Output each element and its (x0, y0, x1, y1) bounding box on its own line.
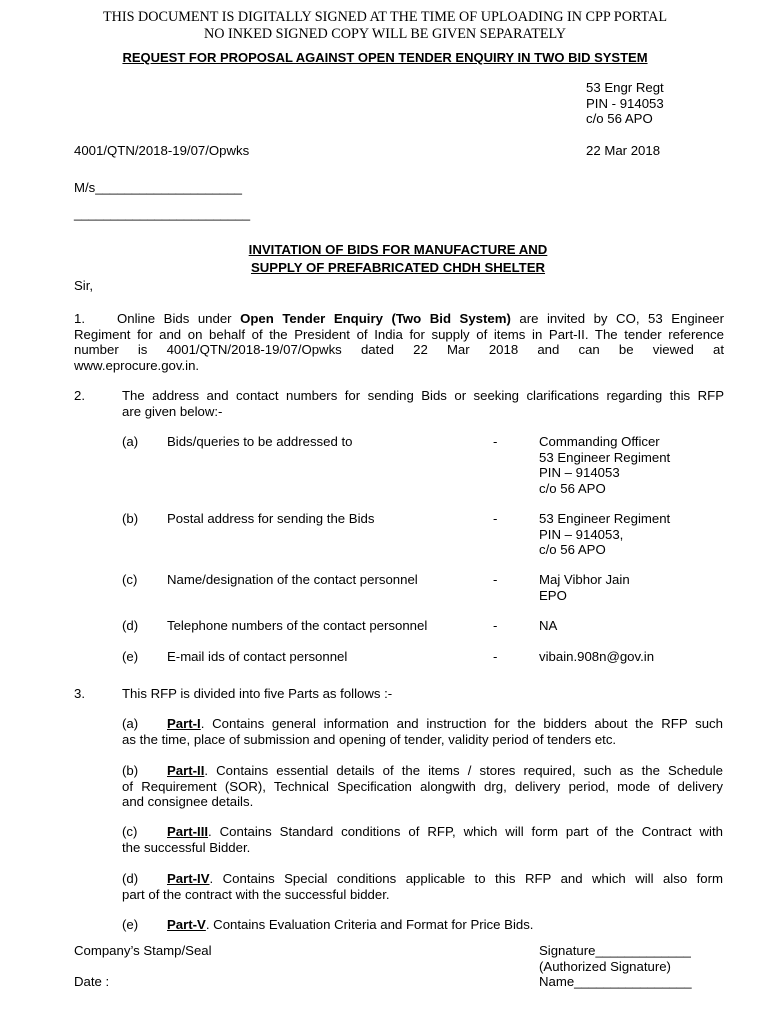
contact-value-line: PIN – 914053 (539, 465, 620, 480)
rfp-part-continuation: part of the contract with the successful bidder. (122, 886, 390, 902)
document-title: REQUEST FOR PROPOSAL AGAINST OPEN TENDER ENQUIRY IN TWO BID SYSTEM (122, 50, 648, 65)
rfp-part-item (122, 716, 723, 747)
contact-row-label: (d) (122, 618, 139, 633)
contact-row-description: Name/designation of the contact personnel (167, 572, 418, 587)
authorized-signature-label: (Authorized Signature) (539, 958, 671, 974)
salutation: Sir, (74, 278, 94, 293)
contact-value-line: 53 Engineer Regiment (539, 449, 671, 465)
contact-row-value (539, 434, 670, 496)
contact-row-description: E-mail ids of contact personnel (167, 649, 348, 664)
contact-value-line: Commanding Officer (539, 434, 660, 449)
contact-row-value (539, 572, 630, 603)
contact-row-label: (c) (122, 572, 138, 587)
contact-value-line: Maj Vibhor Jain (539, 572, 630, 587)
contact-row-value (539, 511, 670, 558)
contact-value-line: NA (539, 618, 558, 633)
contact-row-description: Postal address for sending the Bids (167, 511, 375, 526)
rfp-part-item (122, 871, 723, 902)
rfp-part-text: . Contains essential details of the items / stores required, such as the Schedule (204, 763, 723, 778)
paragraph-1-text-cont: are invited by CO, 53 Engineer (510, 311, 725, 326)
rfp-part-label: (b) (122, 763, 139, 778)
paragraph-3-intro: This RFP is divided into five Parts as follows :- (122, 686, 393, 701)
date-label: Date : (74, 974, 110, 989)
rfp-part-name: Part-III (167, 824, 209, 839)
paragraph-2-intro (122, 388, 724, 419)
signature-block (539, 943, 692, 990)
rfp-part-first-line (122, 871, 723, 887)
signature-line: Signature_____________ (539, 943, 691, 958)
rfp-part-name: Part-I (167, 716, 201, 731)
addressee-line-2: ________________________ (74, 206, 251, 221)
name-line: Name________________ (539, 974, 692, 989)
contact-row-dash: - (493, 572, 498, 587)
contact-row-dash: - (493, 511, 498, 526)
paragraph-2-line-2: are given below:- (122, 403, 223, 419)
rfp-part-text: . Contains Standard conditions of RFP, which will form part of the Contract with (208, 824, 723, 839)
contact-row-value (539, 649, 654, 665)
rfp-part-label: (c) (122, 824, 138, 839)
contact-row-dash: - (493, 434, 498, 449)
paragraph-1-number: 1. (74, 311, 85, 326)
rfp-part-name: Part-IV (167, 871, 210, 886)
paragraph-1-line-2: Regiment for and on behalf of the President of India for supply of items in Part-II. The tender reference (74, 326, 724, 342)
contact-value-line: c/o 56 APO (539, 480, 606, 496)
rfp-part-continuation: and consignee details. (122, 794, 254, 809)
contact-row-label: (a) (122, 434, 139, 449)
rfp-part-name: Part-II (167, 763, 205, 778)
rfp-part-label: (e) (122, 917, 139, 932)
tender-type-bold: Open Tender Enquiry (Two Bid System) (240, 311, 511, 326)
contact-value-line: 53 Engineer Regiment (539, 511, 671, 526)
contact-row-label: (b) (122, 511, 139, 526)
rfp-part-label: (d) (122, 871, 139, 886)
contact-value-line: vibain.908n@gov.in (539, 649, 655, 664)
rfp-part-item (122, 763, 723, 810)
contact-row-dash: - (493, 618, 498, 633)
contact-row-dash: - (493, 649, 498, 664)
rfp-part-continuation: as the time, place of submission and opening of tender, validity period of tenders etc. (122, 731, 617, 747)
rfp-part-first-line (122, 763, 723, 779)
rfp-part-text: . Contains Special conditions applicable to this RFP and which will also form (209, 871, 723, 886)
rfp-part-first-line (122, 917, 723, 933)
paragraph-2-line-1: The address and contact numbers for sending Bids or seeking clarifications regarding this RFP (122, 388, 724, 403)
rfp-part-item (122, 917, 723, 933)
paragraph-3-number: 3. (74, 686, 85, 701)
rfp-part-text: . Contains general information and instruction for the bidders about the RFP such (200, 716, 723, 731)
contact-row-label: (e) (122, 649, 139, 664)
paragraph-1-line-4: www.eprocure.gov.in. (74, 357, 200, 373)
rfp-part-continuation: of Requirement (SOR), Technical Specification alongwith drg, delivery period, mode of delivery (122, 778, 723, 794)
subject-line-2: SUPPLY OF PREFABRICATED CHDH SHELTER (250, 260, 546, 275)
reference-number: 4001/QTN/2018-19/07/Opwks (74, 143, 250, 158)
company-stamp-label: Company’s Stamp/Seal (74, 943, 212, 958)
paragraph-1-line-3: number is 4001/QTN/2018-19/07/Opwks dated 22 Mar 2018 and can be viewed at (74, 342, 724, 357)
contact-value-line: PIN – 914053, (539, 526, 624, 542)
rfp-part-first-line (122, 716, 723, 732)
sender-pin: PIN - 914053 (586, 95, 664, 111)
contact-row-description: Telephone numbers of the contact personnel (167, 618, 428, 633)
addressee-line-1: M/s____________________ (74, 180, 242, 195)
contact-row-description: Bids/queries to be addressed to (167, 434, 353, 449)
paragraph-1 (74, 311, 724, 373)
contact-row-value (539, 618, 557, 634)
no-inked-copy-notice: NO INKED SIGNED COPY WILL BE GIVEN SEPARATELY (203, 26, 567, 42)
sender-unit: 53 Engr Regt (586, 80, 664, 95)
digital-sign-notice: THIS DOCUMENT IS DIGITALLY SIGNED AT THE TIME OF UPLOADING IN CPP PORTAL (102, 9, 667, 25)
rfp-part-text: . Contains Evaluation Criteria and Format for Price Bids. (205, 917, 534, 932)
paragraph-2-number: 2. (74, 388, 85, 403)
paragraph-1-line-1 (74, 311, 724, 327)
rfp-part-first-line (122, 824, 723, 840)
rfp-part-label: (a) (122, 716, 139, 731)
subject-line-1: INVITATION OF BIDS FOR MANUFACTURE AND (248, 242, 548, 257)
letter-date: 22 Mar 2018 (586, 143, 661, 158)
rfp-part-name: Part-V (167, 917, 206, 932)
rfp-part-item (122, 824, 723, 855)
paragraph-1-text: Online Bids under (117, 311, 241, 326)
sender-apo: c/o 56 APO (586, 111, 653, 126)
rfp-part-continuation: the successful Bidder. (122, 839, 251, 855)
sender-address (586, 80, 664, 127)
contact-value-line: c/o 56 APO (539, 542, 606, 557)
contact-value-line: EPO (539, 587, 567, 603)
